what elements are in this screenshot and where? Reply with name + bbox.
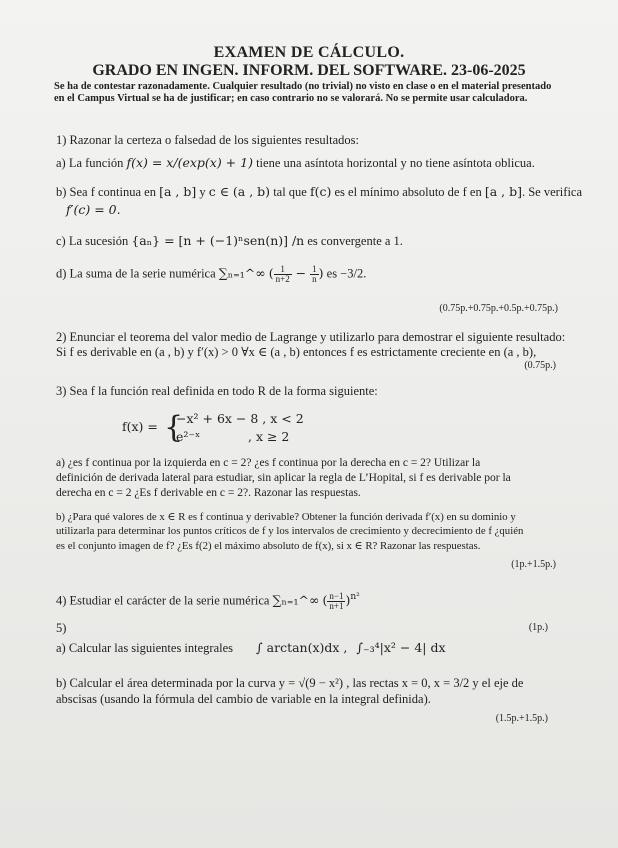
q3a-line-1: a) ¿es f continua por la izquierda en c = 2? ¿es f continua por la derecha en c = 2? Utilizar la xyxy=(56,457,481,469)
exam-title: EXAMEN DE CÁLCULO. xyxy=(213,44,405,61)
q2-line-2: Si f es derivable en (a , b) y f′(x) > 0 ∀x ∈ (a , b) entonces f es estrictamente creciente en (a , b), xyxy=(56,345,537,359)
q3a-line-2: definición de derivada lateral para estudiar, sin aplicar la regla de L’Hopital, si f es derivable por la xyxy=(56,472,511,484)
q5a: a) Calcular las siguientes integrales ∫ arctan(x)dx , ∫₋₃⁴|x² − 4| dx xyxy=(56,640,446,655)
q5b-line-2: abscisas (usando la fórmula del cambio de variable en la integral definida). xyxy=(56,692,431,706)
q3b-line-1: b) ¿Para qué valores de x ∈ R es f continua y derivable? Obtener la función derivada f′(x) en su dominio y xyxy=(56,511,516,523)
q3b-line-3: es el conjunto imagen de f? ¿Es f(2) el máximo absoluto de f(x), si x ∈ R? Razonar las respuestas. xyxy=(56,540,481,552)
q3-heading: 3) Sea f la función real definida en todo R de la forma siguiente: xyxy=(56,384,378,398)
q2-points: (0.75p.) xyxy=(524,360,556,371)
q3a-line-3: derecha en c = 2 ¿Es f derivable en c = 2?. Razonar las respuestas. xyxy=(56,487,361,499)
q1c: c) La sucesión {aₙ} = [n + (−1)ⁿsen(n)] /n es convergente a 1. xyxy=(56,233,403,248)
q5-heading: 5) xyxy=(56,621,67,635)
q1b-line-1: b) Sea f continua en [a , b] y c ∈ (a , b) tal que f(c) es el mínimo absoluto de f en [a , b]. Se verifica xyxy=(56,184,583,199)
exam-subtitle: GRADO EN INGEN. INFORM. DEL SOFTWARE. 23-06-2025 xyxy=(92,62,526,79)
q1b-line-2: f′(c) = 0. xyxy=(66,202,121,217)
q1a: a) La función f(x) = x/(exp(x) + 1) tiene una asíntota horizontal y no tiene asíntota oblicua. xyxy=(56,155,535,170)
q3b-line-2: utilizarla para determinar los puntos críticos de f y los intervalos de crecimiento y decrecimiento de f ¿quién xyxy=(56,525,524,537)
q1-heading: 1) Razonar la certeza o falsedad de los siguientes resultados: xyxy=(56,133,360,147)
brace-symbol: { xyxy=(164,410,184,445)
q3-points: (1p.+1.5p.) xyxy=(511,559,556,570)
exam-sheet: EXAMEN DE CÁLCULO. GRADO EN INGEN. INFORM. DEL SOFTWARE. 23-06-2025 Se ha de contestar razonadamente. Cualquier resultado (no trivial) no visto en clase o en el material presentado en el Campus Virtual se ha de justificar; en caso contrario no se valorará. No se permite usar calculadora. 1) Razonar la certeza o falsedad de los siguientes resultados: a) La función f(x) = x/(exp(x) + 1) tiene una asíntota horizontal y no tiene asíntota oblicua. b) Sea f continua en [a , b] y c ∈ (a , b) tal que f(c) es el mínimo absoluto de f en [a , b]. Se verifica f′(c) = 0. c) La sucesión {aₙ} = [n + (−1)ⁿsen(n)] /n es convergente a 1. d) La suma de la serie numérica ∑ₙ₌₁^∞ ( $\frac{1}{n+2}$ − $\frac{1}{n}$ ) es −3/2. (0.75p.+0.75p.+0.5p.+0.75p.) 2) Enunciar el teorema del valor medio de Lagrange y utilizarlo para demostrar el siguiente resultado: Si f es derivable en (a , b) y f′(x) > 0 ∀x ∈ (a , b) entonces f es estrictamente creciente en (a , b), (0.75p.) 3) Sea f la función real definida en todo R de la forma siguiente: f(x) = { −x² + 6x − 8 , x < 2 e²⁻ˣ , x ≥ 2 a) ¿es f continua por la izquierda en c = 2? ¿es f continua por la derecha en c = 2? Utilizar la definición de derivada lateral para estudiar, sin aplicar la regla de L’Hopital, si f es derivable por la derecha en c = 2 ¿Es f derivable en c = 2?. Razonar las respuestas. b) ¿Para qué valores de x ∈ R es f continua y derivable? Obtener la función derivada f′(x) en su dominio y utilizarla para determinar los puntos críticos de f y los intervalos de crecimiento y decrecimiento de f ¿quién es el conjunto imagen de f? ¿Es f(2) el máximo absoluto de f(x), si x ∈ R? Razonar las respuestas. (1p.+1.5p.) 4) Estudiar el carácter de la serie numérica ∑ₙ₌₁^∞ ( $\frac{n-1}{n+1}$ )$^{n^2}$ 5) (1p.) a) Calcular las siguientes integrales ∫ arctan(x)dx , ∫₋₃⁴|x² − 4| dx b) Calcular el área determinada por la curva y = √(9 − x²) , las rectas x = 0, x = 3/2 y el eje de abscisas (usando la fórmula del cambio de variable en la integral definida). (1.5p.+1.5p.) xyxy=(0,0,618,848)
instructions-line-2: en el Campus Virtual se ha de justificar; en caso contrario no se valorará. No se permite usar calculadora. xyxy=(54,93,528,104)
instructions-line-1: Se ha de contestar razonadamente. Cualquier resultado (no trivial) no visto en clase o en el material presentado xyxy=(54,81,552,92)
q4-points: (1p.) xyxy=(528,622,548,633)
q5-points: (1.5p.+1.5p.) xyxy=(495,713,548,724)
q5b-line-1: b) Calcular el área determinada por la curva y = √(9 − x²) , las rectas x = 0, x = 3/2 y el eje de xyxy=(56,676,524,690)
q1d: d) La suma de la serie numérica ∑ₙ₌₁^∞ ( $\frac{1}{n+2}$ − $\frac{1}{n}$ ) es −3/2. xyxy=(56,264,367,284)
q2-line-1: 2) Enunciar el teorema del valor medio de Lagrange y utilizarlo para demostrar el siguiente resultado: xyxy=(56,330,566,344)
q4: 4) Estudiar el carácter de la serie numérica ∑ₙ₌₁^∞ ( $\frac{n-1}{n+1}$ )$^{n^2}$ xyxy=(56,591,360,611)
q1-points: (0.75p.+0.75p.+0.5p.+0.75p.) xyxy=(439,303,558,314)
